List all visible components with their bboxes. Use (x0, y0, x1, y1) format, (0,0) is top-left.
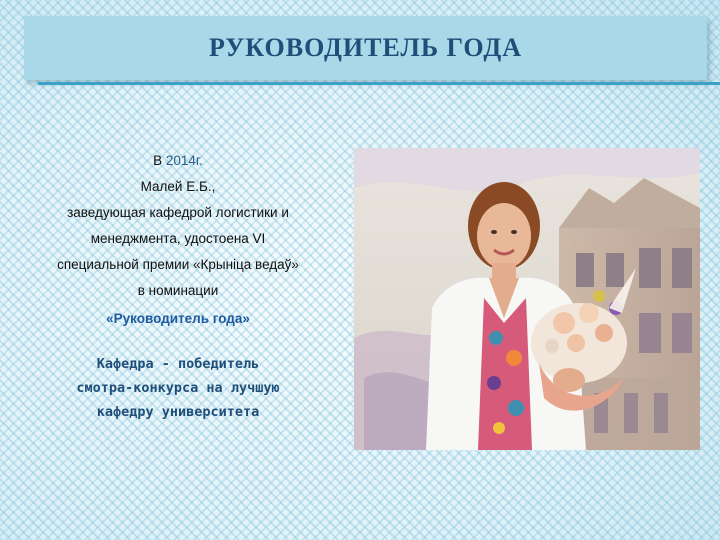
winner-line-3: кафедру университета (96, 404, 260, 420)
title-underline (38, 82, 720, 85)
winner-line-2: смотра-конкурса на лучшую (76, 380, 280, 396)
winner-line-1: Кафедра - победитель (96, 356, 260, 372)
laureate-name: Малей Е.Б., (140, 179, 216, 194)
award-year: 2014г. (165, 153, 203, 168)
laureate-photo-illustration (354, 148, 700, 450)
award-text (20, 148, 336, 424)
award-year-line (20, 148, 336, 174)
slide-title: РУКОВОДИТЕЛЬ ГОДА (208, 33, 523, 62)
award-line-1: заведующая кафедрой логистики и (67, 205, 289, 220)
year-prefix: В (153, 153, 166, 168)
laureate-photo (354, 148, 700, 450)
nomination-title: «Руководитель года» (106, 311, 250, 326)
award-line-4: в номинации (137, 283, 219, 298)
award-line-2: менеджмента, удостоена VI (90, 231, 266, 246)
title-banner (24, 16, 707, 80)
award-line-3: специальной премии «Крыніца ведаў» (57, 257, 299, 272)
